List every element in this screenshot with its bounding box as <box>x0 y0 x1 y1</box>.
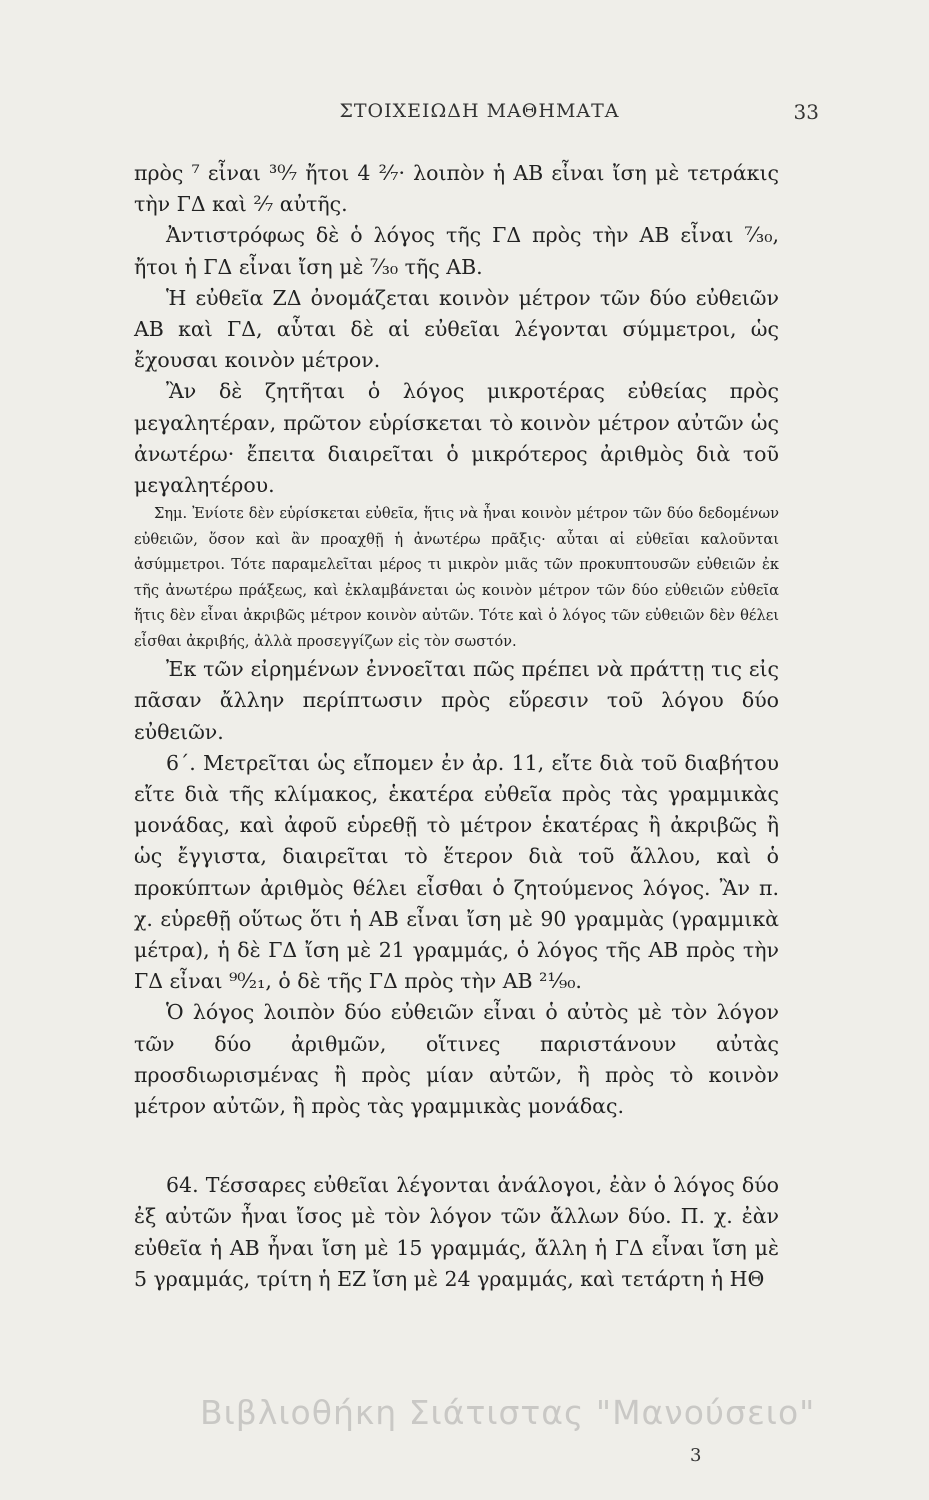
paragraph: Ἐκ τῶν εἰρημένων ἐννοεῖται πῶς πρέπει νὰ πράττῃ τις εἰς πᾶσαν ἄλλην περίπτωσιν πρὸς εὕρεσιν τοῦ λόγου δύο εὐθειῶν. <box>134 657 779 744</box>
page-header <box>140 100 819 140</box>
footnote-remark: Σημ. Ἐνίοτε δὲν εὑρίσκεται εὐθεῖα, ἥτις νὰ ἦναι κοινὸν μέτρον τῶν δύο δεδομένων εὐθειῶν, ὅσον καὶ ἂν προαχθῇ ἡ ἀνωτέρω πρᾶξις· αὗται αἱ εὐθεῖαι καλοῦνται ἀσύμμετροι. Τότε παραμελεῖται μέρος τι μικρὸν μιᾶς τῶν προκυπτουσῶν εὐθειῶν ἐκ τῆς ἀνωτέρω πράξεως, καὶ ἐκλαμβάνεται ὡς κοινὸν μέτρον τῶν δύο εὐθειῶν εὐθεῖα ἥτις δὲν εἶναι ἀκριβῶς μέτρον κοινὸν αὐτῶν. Τότε καὶ ὁ λόγος τῶν εὐθειῶν δὲν θέλει εἶσθαι ἀκριβής, ἀλλὰ προσεγγίζων εἰς τὸν σωστόν. <box>134 505 779 650</box>
library-watermark: Βιβλιοθήκη Σιάτιστας "Μανούσειο" <box>200 1393 816 1432</box>
page-body <box>134 158 779 1295</box>
signature-mark: 3 <box>690 1445 702 1466</box>
paragraph: Ἀντιστρόφως δὲ ὁ λόγος τῆς ΓΔ πρὸς τὴν ΑΒ εἶναι ⁷⁄₃₀, ἤτοι ἡ ΓΔ εἶναι ἴση μὲ ⁷⁄₃₀ τῆς ΑΒ. <box>134 223 779 279</box>
paragraph: 6΄. Μετρεῖται ὡς εἴπομεν ἐν ἀρ. 11, εἴτε διὰ τοῦ διαβήτου εἴτε διὰ τῆς κλίμακος, ἑκατέρα εὐθεῖα πρὸς τὰς γραμμικὰς μονάδας, καὶ ἀφοῦ εὑρεθῇ τὸ μέτρον ἑκατέρας ἢ ἀκριβῶς ἢ ὡς ἔγγιστα, διαιρεῖται τὸ ἕτερον διὰ τοῦ ἄλλου, καὶ ὁ προκύπτων ἀριθμὸς θέλει εἶσθαι ὁ ζητούμενος λόγος. Ἂν π. χ. εὑρεθῇ οὕτως ὅτι ἡ ΑΒ εἶναι ἴση μὲ 90 γραμμὰς (γραμμικὰ μέτρα), ἡ δὲ ΓΔ ἴση μὲ 21 γραμμάς, ὁ λόγος τῆς ΑΒ πρὸς τὴν ΓΔ εἶναι ⁹⁰⁄₂₁, ὁ δὲ τῆς ΓΔ πρὸς τὴν ΑΒ ²¹⁄₉₀. <box>134 750 779 994</box>
running-head: ΣΤΟΙΧΕΙΩΔΗ ΜΑΘΗΜΑΤΑ <box>339 100 620 122</box>
section-64-paragraph: 64. Τέσσαρες εὐθεῖαι λέγονται ἀνάλογοι, ἐὰν ὁ λόγος δύο ἐξ αὐτῶν ἦναι ἴσος μὲ τὸν λόγον τῶν ἄλλων δύο. Π. χ. ἐὰν εὐθεῖα ἡ ΑΒ ἦναι ἴση μὲ 15 γραμμάς, ἄλλη ἡ ΓΔ εἶναι ἴση μὲ 5 γραμμάς, τρίτη ἡ ΕΖ ἴση μὲ 24 γραμμάς, καὶ τετάρτη ἡ ΗΘ <box>134 1173 779 1291</box>
paragraph: Ὁ λόγος λοιπὸν δύο εὐθειῶν εἶναι ὁ αὐτὸς μὲ τὸν λόγον τῶν δύο ἀριθμῶν, οἵτινες παριστάνουν αὐτὰς προσδιωρισμένας ἢ πρὸς μίαν αὐτῶν, ἢ πρὸς τὸ κοινὸν μέτρον αὐτῶν, ἢ πρὸς τὰς γραμμικὰς μονάδας. <box>134 1000 779 1119</box>
page-number: 33 <box>793 100 819 124</box>
paragraph: πρὸς ⁷ εἶναι ³⁰⁄₇ ἤτοι 4 ²⁄₇· λοιπὸν ἡ ΑΒ εἶναι ἴση μὲ τετράκις τὴν ΓΔ καὶ ²⁄₇ αὐτῆς. <box>134 161 779 217</box>
section-gap <box>134 1122 779 1170</box>
paragraph: Ἡ εὐθεῖα ΖΔ ὀνομάζεται κοινὸν μέτρον τῶν δύο εὐθειῶν ΑΒ καὶ ΓΔ, αὗται δὲ αἱ εὐθεῖαι λέγονται σύμμετροι, ὡς ἔχουσαι κοινὸν μέτρον. <box>134 285 779 373</box>
paragraph: Ἂν δὲ ζητῆται ὁ λόγος μικροτέρας εὐθείας πρὸς μεγαλητέραν, πρῶτον εὑρίσκεται τὸ κοινὸν μέτρον αὐτῶν ὡς ἀνωτέρω· ἔπειτα διαιρεῖται ὁ μικρότερος ἀριθμὸς διὰ τοῦ μεγαλητέρου. <box>134 379 779 498</box>
